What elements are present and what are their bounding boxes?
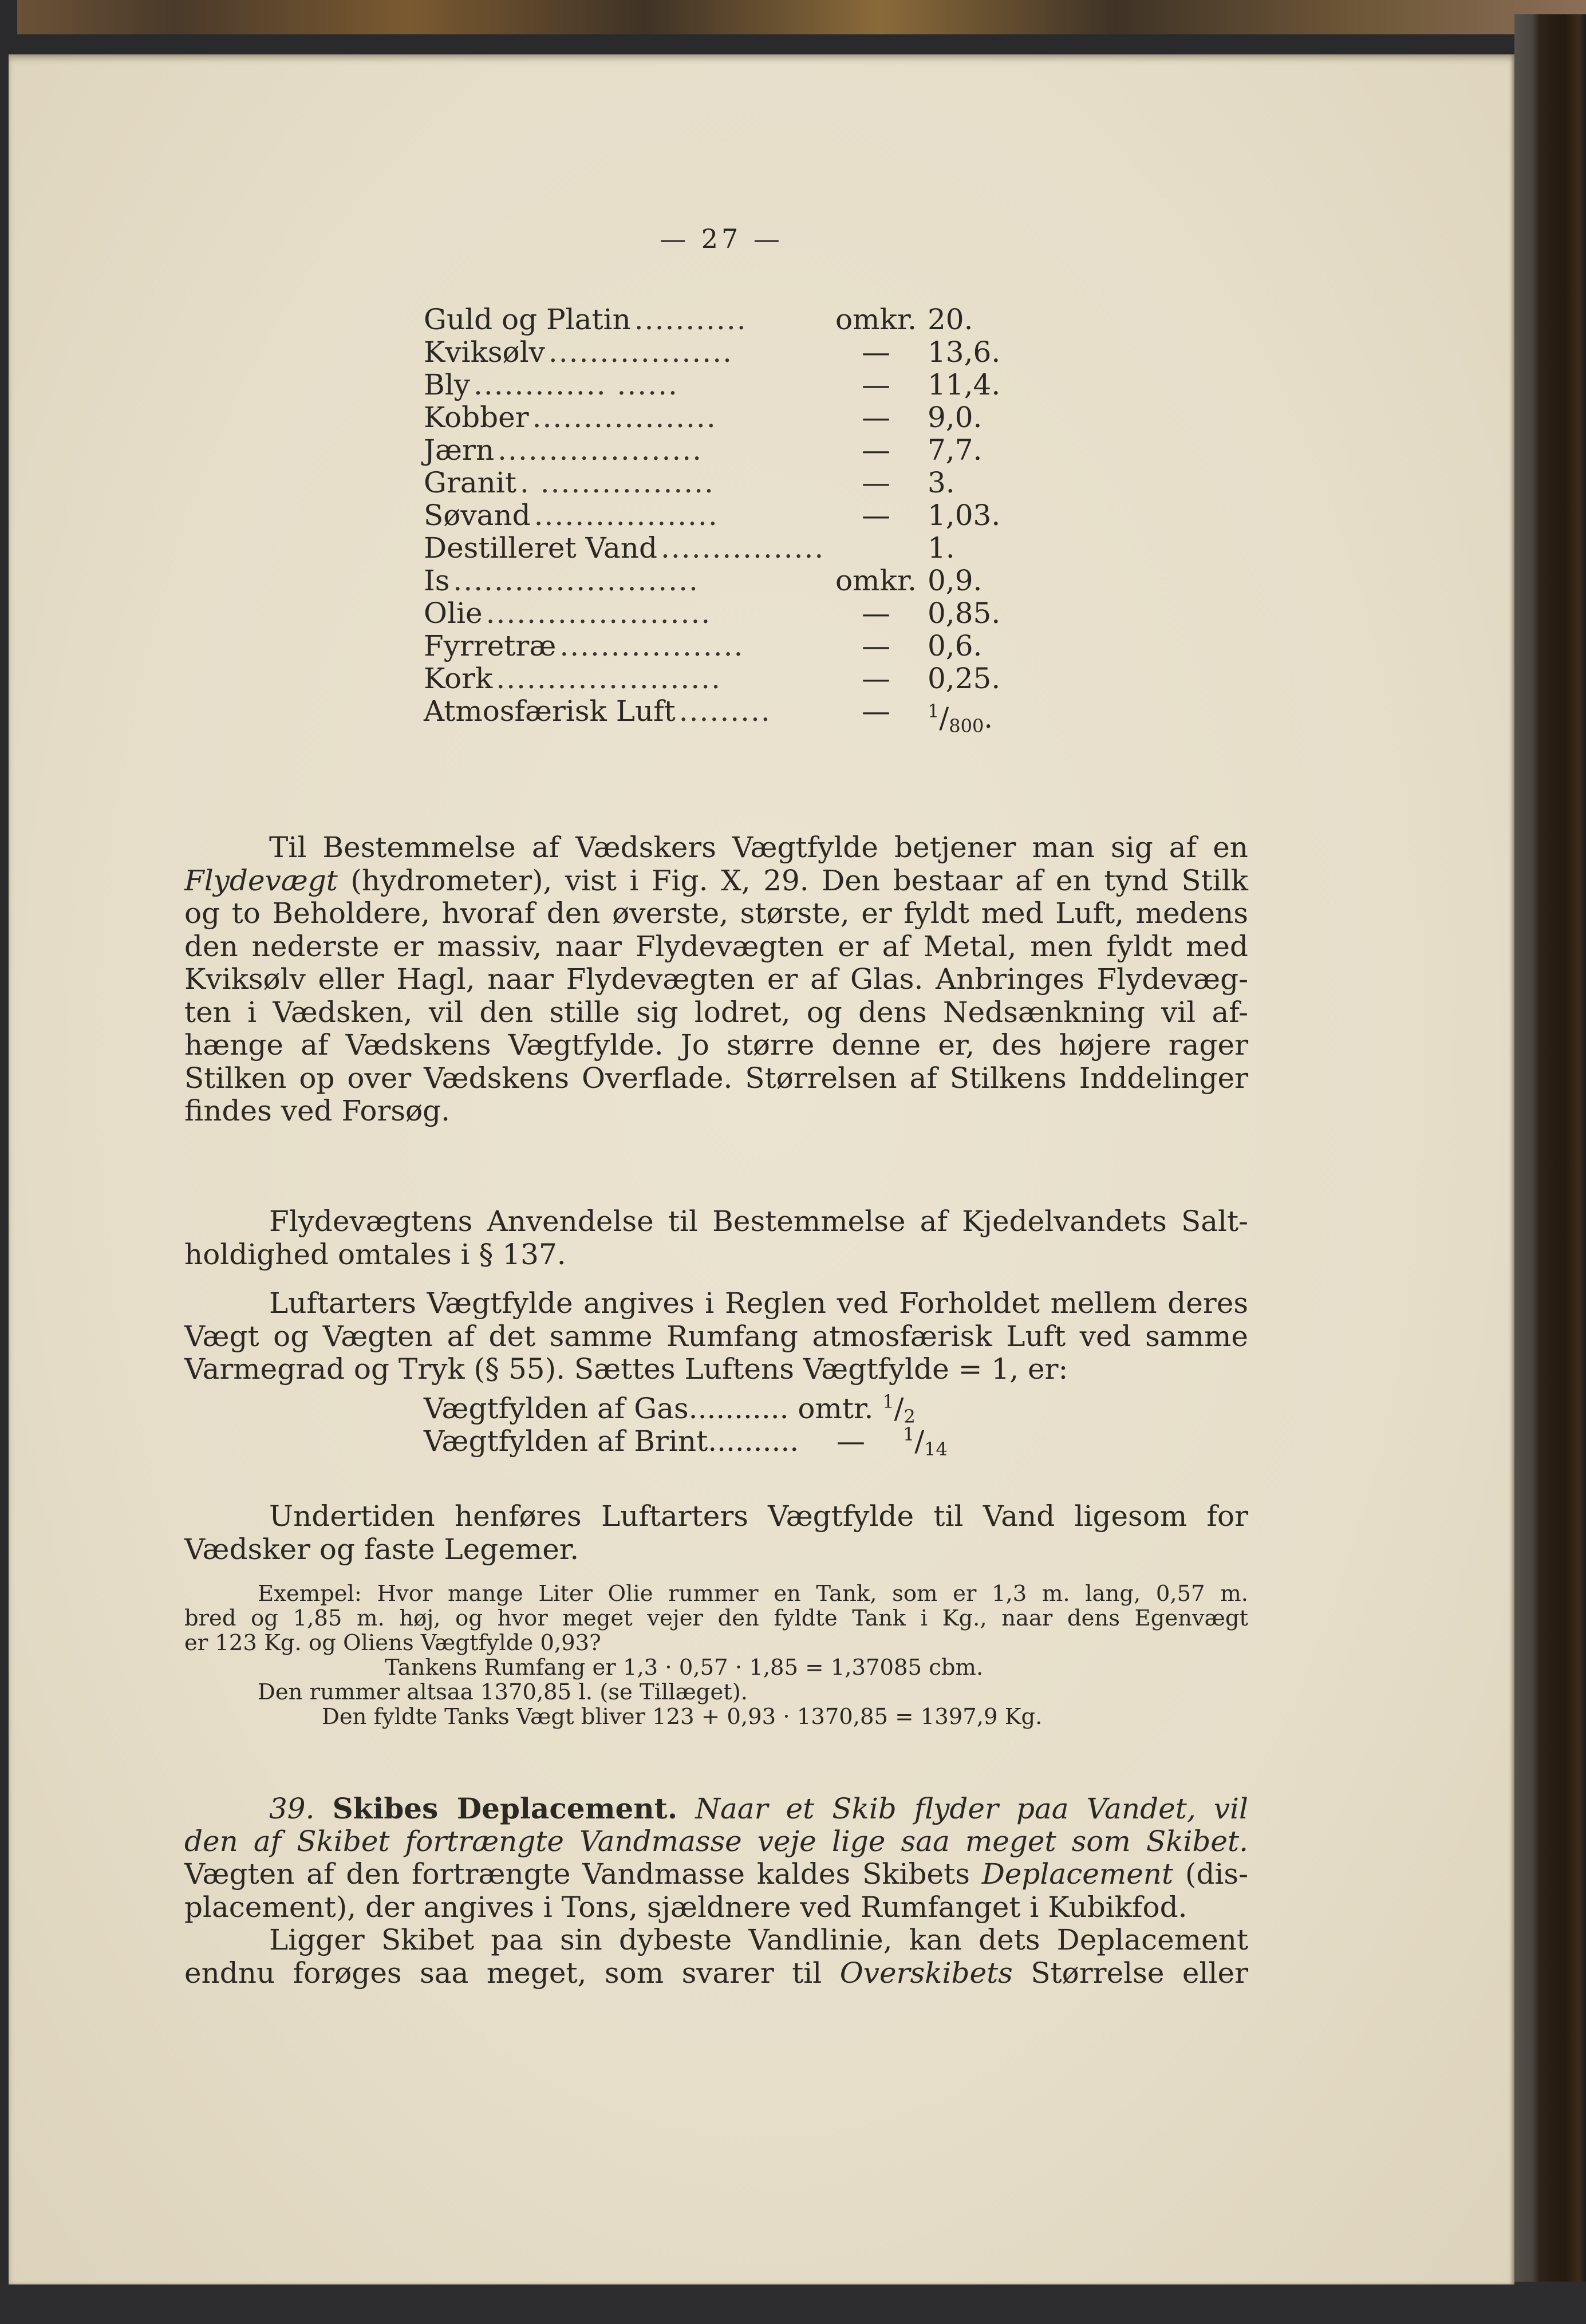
table-row	[424, 597, 1054, 630]
fraction-denominator: 14	[924, 1438, 948, 1460]
text-line: Varmegrad og Tryk (§ 55). Sættes Luftens Vægtfylde = 1, er:	[184, 1352, 1068, 1386]
specific-gravity-value: 13,6.	[928, 336, 1001, 369]
table-row	[424, 499, 1054, 532]
section-number: 39.	[269, 1792, 315, 1825]
calculation-line: Den fyldte Tanks Vægt bliver 123 + 0,93 · 1370,85 = 1397,9 Kg.	[322, 1704, 1043, 1730]
italic-statement: Naar et Skib flyder paa Vandet, vil	[695, 1792, 1248, 1825]
gas-label: Vægtfylden af Gas	[424, 1392, 689, 1425]
gas-value: $^1/_2$	[882, 1391, 916, 1427]
material-name: Søvand	[424, 499, 531, 532]
table-row	[424, 303, 1054, 336]
text-line: Exempel: Hvor mange Liter Olie rummer en Tank, som er 1,3 m. lang, 0,57 m.	[258, 1581, 1248, 1607]
table-row	[424, 434, 1054, 467]
specific-gravity-value: 0,85.	[928, 597, 1001, 630]
qualifier: —	[862, 336, 890, 369]
dot-leader: ..................	[548, 336, 733, 369]
table-row	[424, 630, 1054, 662]
table-row	[424, 532, 1054, 565]
text-line: bred og 1,85 m. høj, og hvor meget vejer den fyldte Tank i Kg., naar dens Egenvægt	[184, 1605, 1248, 1631]
fraction-denominator: 800	[949, 715, 984, 737]
paragraph-hydrometer	[184, 831, 1248, 1128]
text-line: Ligger Skibet paa sin dybeste Vandlinie, kan dets Deplacement	[269, 1923, 1248, 1956]
dot-leader: ..................	[534, 499, 719, 532]
text-line: den nederste er massiv, naar Flydevægten er af Metal, men fyldt med	[184, 929, 1248, 963]
dot-leader: ...........	[634, 303, 747, 336]
specific-gravity-value: 9,0.	[928, 401, 983, 434]
table-row	[424, 662, 1054, 695]
section-heading-line	[184, 1792, 1248, 1825]
text-line: er 123 Kg. og Oliens Vægtfylde 0,93?	[184, 1630, 601, 1656]
text-line: og to Beholdere, hvoraf den øverste, største, er fyldt med Luft, medens	[184, 897, 1248, 930]
fraction-numerator: 1	[882, 1391, 894, 1412]
qualifier: omkr.	[835, 564, 917, 597]
specific-gravity-value: 20.	[928, 303, 973, 336]
dot-leader: ..........	[708, 1425, 799, 1458]
table-row	[424, 467, 1054, 499]
qualifier: —	[862, 368, 890, 401]
material-name: Jærn	[424, 433, 495, 467]
paragraph-gases	[184, 1287, 1248, 1386]
dot-leader: ........................	[453, 564, 699, 597]
text-line	[184, 1858, 1248, 1891]
material-name: Bly	[424, 368, 470, 401]
qualifier: —	[862, 695, 890, 728]
dot-leader: ..................	[559, 629, 744, 662]
qualifier: —	[862, 499, 890, 532]
specific-gravity-value: 0,6.	[928, 629, 983, 662]
material-name: Is	[424, 564, 450, 597]
qualifier: —	[862, 597, 890, 630]
material-name: Granit	[424, 466, 516, 499]
dot-leader: .........	[678, 695, 771, 728]
qualifier: —	[862, 662, 890, 695]
specific-gravity-value: 3.	[928, 466, 955, 499]
material-name: Kork	[424, 662, 493, 695]
fraction-numerator: 1	[928, 700, 940, 722]
text-line: Stilken op over Vædskens Overflade. Størrelsen af Stilkens Inddelinger	[184, 1061, 1248, 1095]
text-span: (dis-	[1185, 1857, 1248, 1891]
section-heading: Skibes Deplacement.	[332, 1792, 678, 1825]
material-name: Atmosfærisk Luft	[424, 695, 676, 728]
table-row	[424, 369, 1054, 401]
fraction-numerator: 1	[902, 1423, 915, 1445]
gas-label: Vægtfylden af Brint	[424, 1425, 708, 1458]
qualifier: —	[862, 629, 890, 662]
material-name: Olie	[424, 597, 483, 630]
material-name: Kobber	[424, 401, 529, 434]
italic-term: Deplacement	[981, 1857, 1174, 1891]
section-39	[184, 1792, 1248, 1990]
text-line: ten i Vædsken, vil den stille sig lodret, og dens Nedsænkning vil af-	[184, 995, 1248, 1029]
italic-term: Overskibets	[839, 1956, 1013, 1990]
text-line: den af Skibet fortrængte Vandmasse veje lige saa meget som Skibet.	[184, 1824, 1248, 1858]
text-span: endnu forøges saa meget, som svarer til	[184, 1956, 822, 1990]
table-row	[424, 565, 1054, 597]
italic-term: Flydevægt	[184, 863, 338, 897]
text-line: Vædsker og faste Legemer.	[184, 1532, 579, 1566]
specific-gravity-value: 1.	[928, 531, 955, 565]
dot-leader: ......................	[496, 662, 721, 695]
qualifier: —	[862, 433, 890, 467]
gas-row	[424, 1418, 948, 1466]
specific-gravity-value: $^1/_{800}$.	[928, 700, 993, 737]
specific-gravity-value: 11,4.	[928, 368, 1001, 401]
text-line: holdighed omtales i § 137.	[184, 1237, 566, 1271]
dot-leader: ................	[661, 531, 825, 565]
specific-gravity-value: 7,7.	[928, 433, 983, 467]
specific-gravity-value: 0,25.	[928, 662, 1001, 695]
text-span: Størrelse eller	[1031, 1956, 1248, 1990]
dot-leader: ..................	[532, 401, 717, 434]
dot-leader: ...........	[688, 1392, 789, 1425]
text-line: Kviksølv eller Hagl, naar Flydevægten er af Glas. Anbringes Flydevæg-	[184, 962, 1248, 996]
dot-leader: ......................	[486, 597, 712, 630]
book-edge-right	[1514, 14, 1586, 2310]
qualifier: omkr.	[835, 303, 917, 336]
gas-value: $^1/_{14}$	[902, 1423, 948, 1460]
calculation-line: Den rummer altsaa 1370,85 l. (se Tillæget).	[258, 1679, 748, 1705]
book-binding-top	[17, 0, 1586, 34]
dot-leader: ....................	[498, 433, 703, 467]
text-line: Vægt og Vægten af det samme Rumfang atmosfærisk Luft ved samme	[184, 1319, 1248, 1353]
qualifier: —	[862, 401, 890, 434]
text-line: Flydevægtens Anvendelse til Bestemmelse af Kjedelvandets Salt-	[269, 1205, 1248, 1238]
material-name: Kviksølv	[424, 336, 545, 369]
qualifier: —	[862, 466, 890, 499]
text-line: Undertiden henføres Luftarters Vægtfylde til Vand ligesom for	[269, 1500, 1248, 1533]
table-row	[424, 401, 1054, 434]
text-line: hænge af Vædskens Vægtfylde. Jo større denne er, des højere rager	[184, 1028, 1248, 1062]
example-block	[184, 1581, 1248, 1729]
paragraph-gases-water	[184, 1500, 1248, 1566]
page-number: — 27 —	[660, 223, 783, 254]
specific-gravity-value: 1,03.	[928, 499, 1001, 532]
calculation-line: Tankens Rumfang er 1,3 · 0,57 · 1,85 = 1,37085 cbm.	[385, 1655, 984, 1680]
gas-qualifier: —	[837, 1425, 866, 1458]
text-line: placement), der angives i Tons, sjældnere ved Rumfanget i Kubikfod.	[184, 1890, 1187, 1924]
text-line: findes ved Forsøg.	[184, 1094, 451, 1127]
text-line: Luftarters Vægtfylde angives i Reglen ved Forholdet mellem deres	[269, 1287, 1248, 1320]
gas-qualifier: omtr.	[798, 1392, 874, 1425]
table-row	[424, 695, 1054, 737]
fraction-denominator: 2	[904, 1406, 916, 1427]
text-line	[184, 865, 1248, 898]
material-name: Destilleret Vand	[424, 531, 658, 565]
text-span: (hydrometer), vist i Fig. X, 29. Den bestaar af en tynd Stilk	[350, 863, 1248, 897]
dot-leader: ............. ......	[473, 368, 678, 401]
text-span: Vægten af den fortrængte Vandmasse kaldes Skibets	[184, 1857, 970, 1891]
fraction-suffix: .	[984, 701, 993, 735]
specific-gravity-value: 0,9.	[928, 564, 983, 597]
background-bottom	[0, 2282, 1586, 2324]
material-name: Fyrretræ	[424, 629, 557, 662]
paragraph-salt	[184, 1205, 1248, 1271]
text-line: Til Bestemmelse af Vædskers Vægtfylde betjener man sig af en	[269, 831, 1248, 864]
text-line	[184, 1957, 1248, 1990]
table-row	[424, 336, 1054, 369]
dot-leader: . .................	[519, 466, 715, 499]
material-name: Guld og Platin	[424, 303, 631, 336]
